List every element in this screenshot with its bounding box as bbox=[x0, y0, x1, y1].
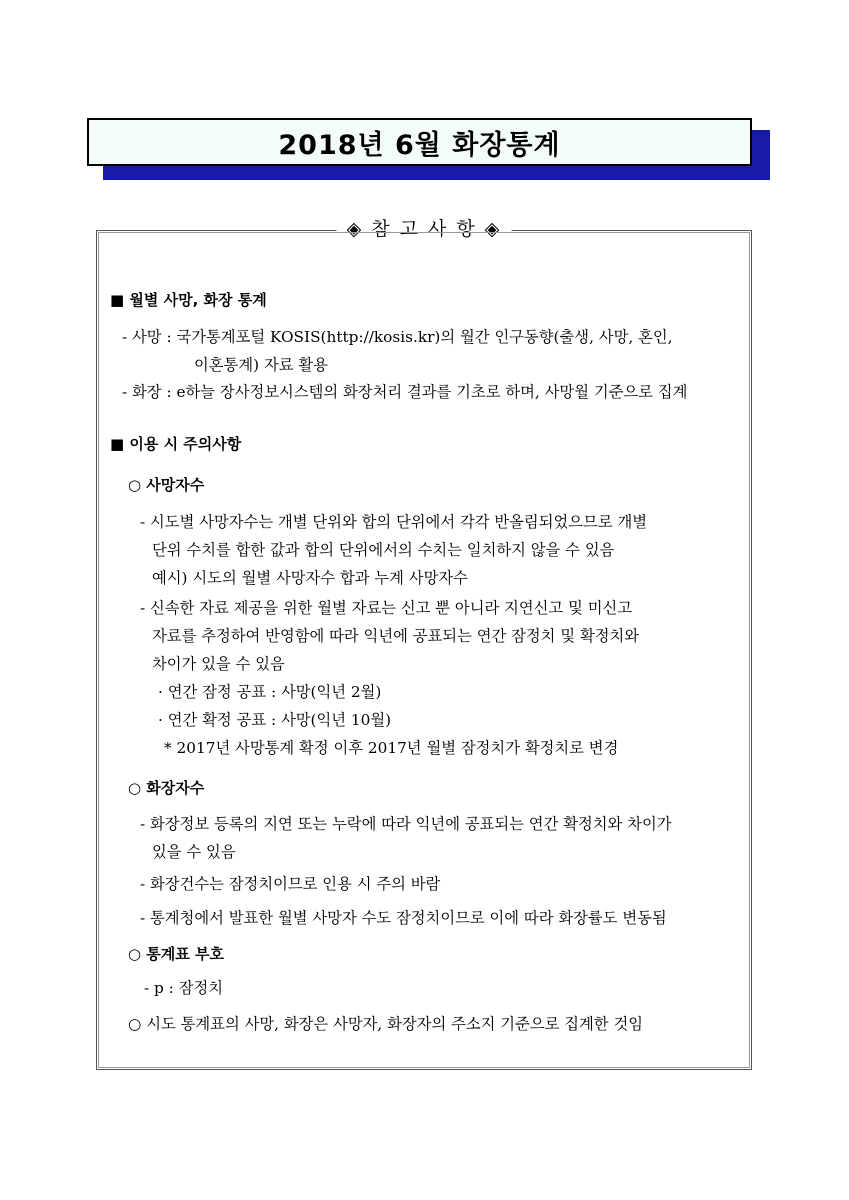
death-source-line: - 사망 : 국가통계포털 KOSIS(http://kosis.kr)의 월간 인구동향(출생, 사망, 혼인, bbox=[122, 328, 673, 346]
note-line: 차이가 있을 수 있음 bbox=[152, 655, 285, 673]
note-line: 단위 수치를 합한 값과 합의 단위에서의 수치는 일치하지 않을 수 있음 bbox=[152, 541, 615, 559]
page-title: 2018년 6월 화장통계 bbox=[278, 129, 561, 161]
provisional-announcement: · 연간 잠정 공표 : 사망(익년 2월) bbox=[158, 683, 382, 701]
note-line: - 화장정보 등록의 지연 또는 누락에 따라 익년에 공표되는 연간 확정치와 차이가 bbox=[140, 815, 672, 833]
note-line: - 화장건수는 잠정치이므로 인용 시 주의 바람 bbox=[140, 875, 441, 893]
final-announcement: · 연간 확정 공표 : 사망(익년 10월) bbox=[158, 711, 392, 729]
note-line: 예시) 시도의 월별 사망자수 합과 누계 사망자수 bbox=[152, 569, 468, 587]
subheading-deaths: ○ 사망자수 bbox=[128, 476, 205, 494]
province-table-note: ○ 시도 통계표의 사망, 화장은 사망자, 화장자의 주소지 기준으로 집계한 것임 bbox=[128, 1015, 644, 1033]
subheading-cremations: ○ 화장자수 bbox=[128, 779, 205, 797]
cremation-source-line: - 화장 : e하늘 장사정보시스템의 화장처리 결과를 기초로 하며, 사망월 기준으로 집계 bbox=[122, 383, 688, 401]
section-heading-caution: ■ 이용 시 주의사항 bbox=[110, 435, 242, 453]
footnote-2017: * 2017년 사망통계 확정 이후 2017년 월별 잠정치가 확정치로 변경 bbox=[164, 739, 619, 757]
title-box bbox=[87, 118, 752, 166]
subheading-symbols: ○ 통계표 부호 bbox=[128, 945, 224, 963]
note-line: - 통계청에서 발표한 월별 사망자 수도 잠정치이므로 이에 따라 화장률도 변동됨 bbox=[140, 909, 667, 927]
note-line: 자료를 추정하여 반영함에 따라 익년에 공표되는 연간 잠정치 및 확정치와 bbox=[152, 627, 640, 645]
death-source-line-cont: 이혼통계) 자료 활용 bbox=[194, 356, 328, 374]
note-line: 있을 수 있음 bbox=[152, 843, 236, 861]
section-heading-monthly: ■ 월별 사망, 화장 통계 bbox=[110, 291, 267, 309]
note-line: - 시도별 사망자수는 개별 단위와 합의 단위에서 각각 반올림되었으므로 개별 bbox=[140, 513, 648, 531]
symbol-p-provisional: - p : 잠정치 bbox=[144, 979, 224, 997]
reference-heading: ◈ 참 고 사 항 ◈ bbox=[337, 214, 512, 241]
note-line: - 신속한 자료 제공을 위한 월별 자료는 신고 뿐 아니라 지연신고 및 미신고 bbox=[140, 599, 633, 617]
